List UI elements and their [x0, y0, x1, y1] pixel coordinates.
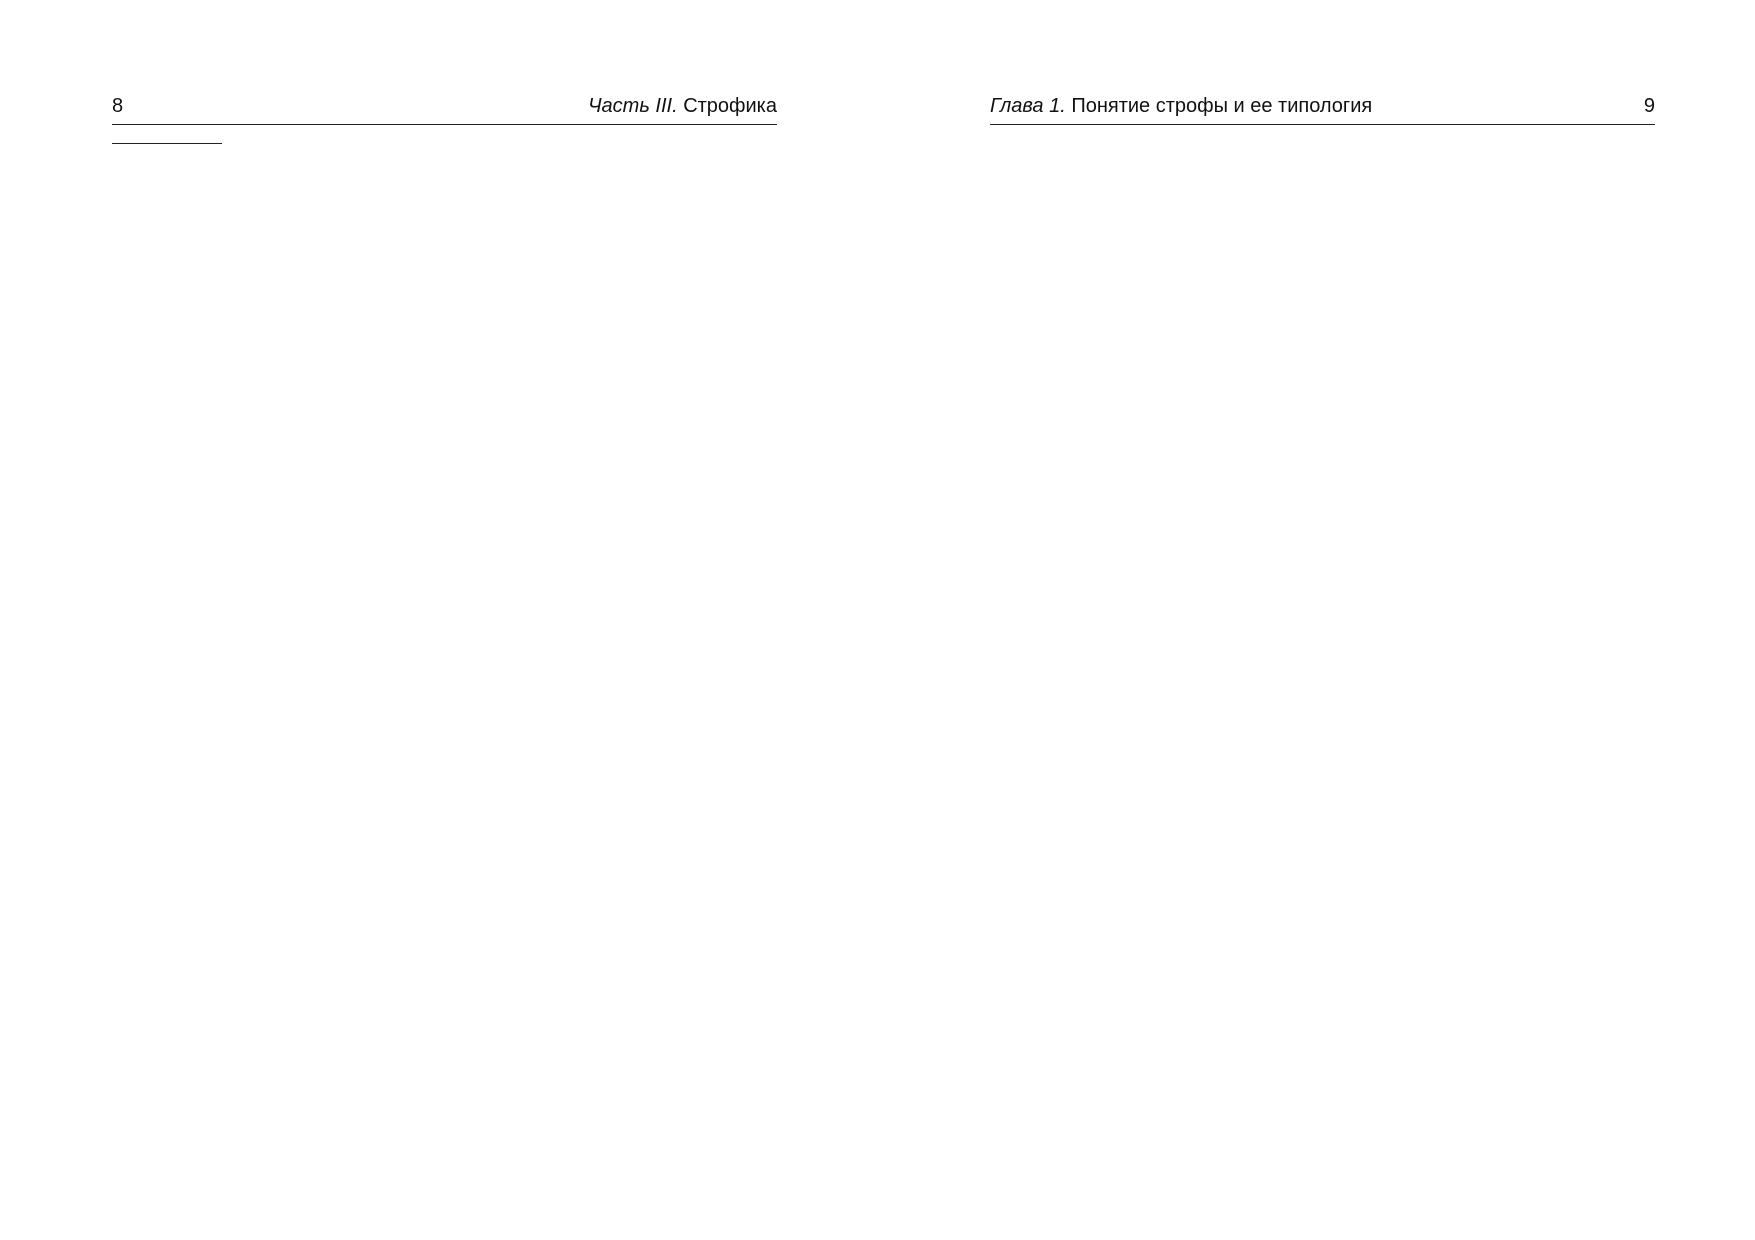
part-label: Часть III. — [588, 95, 678, 117]
right-page-number: 9 — [1643, 95, 1655, 117]
verse-2-attribution — [990, 213, 1655, 237]
verse-block-1 — [990, 145, 1655, 193]
right-running-head-title — [990, 95, 1372, 118]
left-running-head — [112, 95, 777, 125]
verse-1-attribution — [990, 145, 1655, 169]
chapter-label: Глава 1. — [990, 95, 1066, 117]
chapter-title: Понятие строфы и ее типология — [1071, 95, 1373, 117]
footnote-rule — [112, 143, 222, 144]
left-running-head-title — [588, 95, 777, 118]
right-running-head — [990, 95, 1655, 125]
part-title: Строфика — [683, 95, 777, 117]
footnote — [112, 150, 777, 170]
left-page-number: 8 — [112, 95, 124, 117]
verse-block-2 — [990, 213, 1655, 261]
right-page — [990, 95, 1655, 1195]
left-page — [112, 95, 777, 1195]
